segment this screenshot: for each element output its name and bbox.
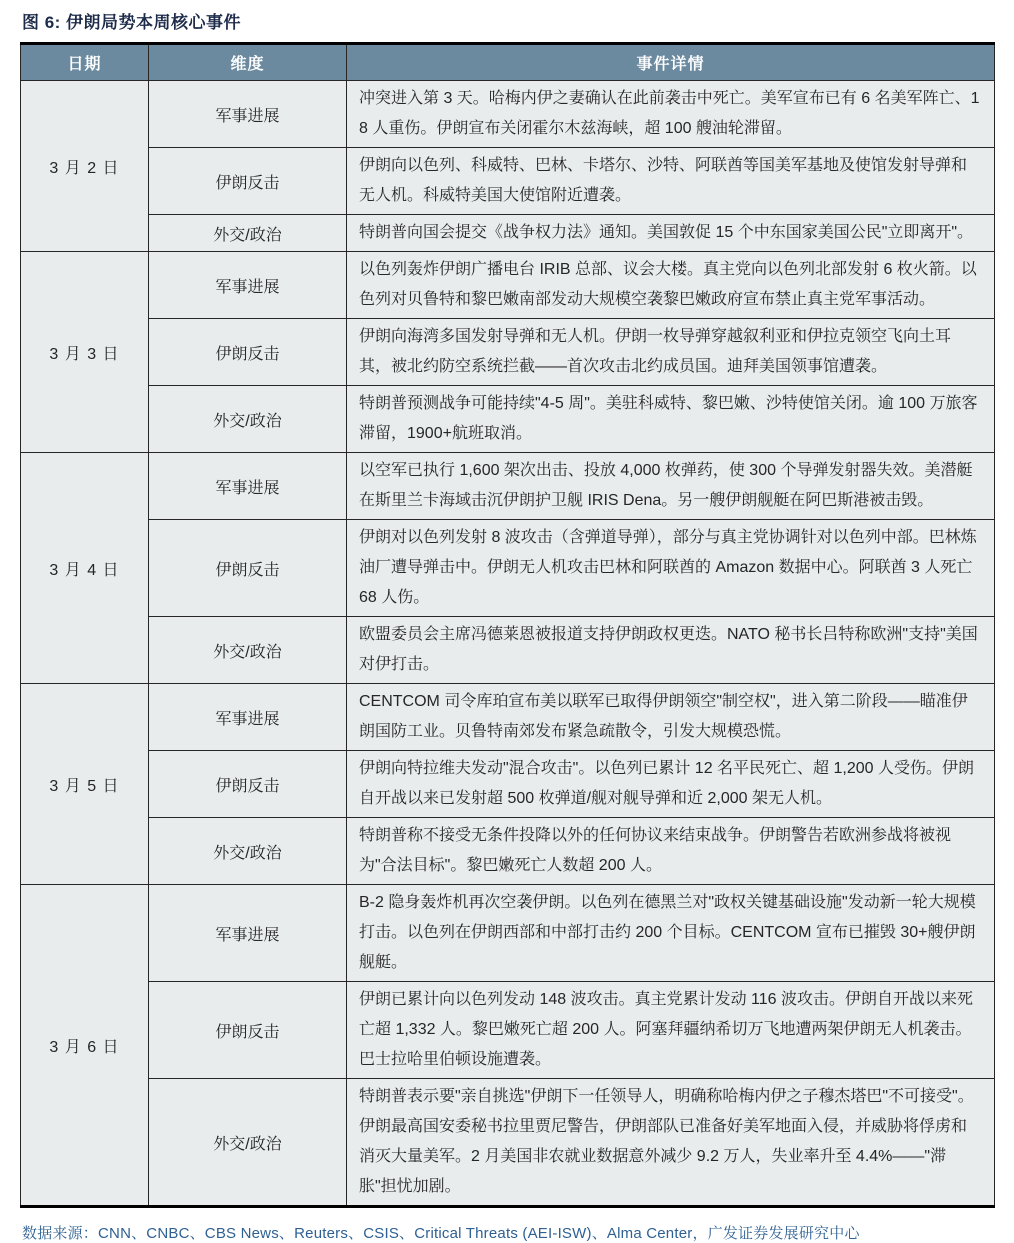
table-row [21, 684, 995, 751]
table-row [21, 319, 995, 386]
date-cell: 3 月 3 日 [21, 252, 149, 453]
header-row [21, 44, 995, 81]
table-row [21, 982, 995, 1079]
event-detail-cell: B-2 隐身轰炸机再次空袭伊朗。以色列在德黑兰对"政权关键基础设施"发动新一轮大规模打击。以色列在伊朗西部和中部打击约 200 个目标。CENTCOM 宣布已摧毁 30+艘伊朗舰艇。 [347, 885, 995, 982]
table-row [21, 148, 995, 215]
dimension-cell: 外交/政治 [149, 1079, 347, 1207]
event-detail-cell: 特朗普称不接受无条件投降以外的任何协议来结束战争。伊朗警告若欧洲参战将被视为"合法目标"。黎巴嫩死亡人数超 200 人。 [347, 818, 995, 885]
table-row [21, 453, 995, 520]
header-dimension: 维度 [149, 44, 347, 81]
dimension-cell: 军事进展 [149, 453, 347, 520]
dimension-cell: 军事进展 [149, 81, 347, 148]
dimension-cell: 伊朗反击 [149, 982, 347, 1079]
event-detail-cell: CENTCOM 司令库珀宣布美以联军已取得伊朗领空"制空权"，进入第二阶段——瞄准伊朗国防工业。贝鲁特南郊发布紧急疏散令，引发大规模恐慌。 [347, 684, 995, 751]
table-row [21, 1079, 995, 1207]
event-detail-cell: 特朗普表示要"亲自挑选"伊朗下一任领导人，明确称哈梅内伊之子穆杰塔巴"不可接受"。伊朗最高国安委秘书拉里贾尼警告，伊朗部队已准备好美军地面入侵，并威胁将俘虏和消灭大量美军。2 月美国非农就业数据意外减少 9.2 万人，失业率升至 4.4%——"滞胀"担忧加剧。 [347, 1079, 995, 1207]
dimension-cell: 外交/政治 [149, 386, 347, 453]
table-row [21, 617, 995, 684]
event-detail-cell: 伊朗向以色列、科威特、巴林、卡塔尔、沙特、阿联酋等国美军基地及使馆发射导弹和无人机。科威特美国大使馆附近遭袭。 [347, 148, 995, 215]
dimension-cell: 外交/政治 [149, 215, 347, 252]
table-row [21, 215, 995, 252]
dimension-cell: 外交/政治 [149, 818, 347, 885]
date-cell: 3 月 4 日 [21, 453, 149, 684]
table-row [21, 885, 995, 982]
event-detail-cell: 伊朗向海湾多国发射导弹和无人机。伊朗一枚导弹穿越叙利亚和伊拉克领空飞向土耳其，被北约防空系统拦截——首次攻击北约成员国。迪拜美国领事馆遭袭。 [347, 319, 995, 386]
dimension-cell: 军事进展 [149, 684, 347, 751]
dimension-cell: 伊朗反击 [149, 148, 347, 215]
table-row [21, 252, 995, 319]
dimension-cell: 伊朗反击 [149, 751, 347, 818]
table-row [21, 751, 995, 818]
data-source-note: 数据来源：CNN、CNBC、CBS News、Reuters、CSIS、Critical Threats (AEI-ISW)、Alma Center，广发证券发展研究中心 [22, 1225, 860, 1242]
date-cell: 3 月 6 日 [21, 885, 149, 1207]
header-date: 日期 [21, 44, 149, 81]
dimension-cell: 伊朗反击 [149, 319, 347, 386]
date-cell: 3 月 2 日 [21, 81, 149, 252]
date-cell: 3 月 5 日 [21, 684, 149, 885]
event-detail-cell: 以空军已执行 1,600 架次出击、投放 4,000 枚弹药，使 300 个导弹发射器失效。美潜艇在斯里兰卡海域击沉伊朗护卫舰 IRIS Dena。另一艘伊朗舰艇在阿巴斯港被击毁。 [347, 453, 995, 520]
figure-title: 图 6: 伊朗局势本周核心事件 [22, 13, 242, 32]
dimension-cell: 伊朗反击 [149, 520, 347, 617]
events-table [20, 42, 995, 1208]
event-detail-cell: 欧盟委员会主席冯德莱恩被报道支持伊朗政权更迭。NATO 秘书长吕特称欧洲"支持"美国对伊打击。 [347, 617, 995, 684]
table-row [21, 81, 995, 148]
dimension-cell: 军事进展 [149, 252, 347, 319]
header-detail: 事件详情 [347, 44, 995, 81]
event-detail-cell: 伊朗对以色列发射 8 波攻击（含弹道导弹），部分与真主党协调针对以色列中部。巴林炼油厂遭导弹击中。伊朗无人机攻击巴林和阿联酋的 Amazon 数据中心。阿联酋 3 人死亡 68 人伤。 [347, 520, 995, 617]
event-detail-cell: 伊朗向特拉维夫发动"混合攻击"。以色列已累计 12 名平民死亡、超 1,200 人受伤。伊朗自开战以来已发射超 500 枚弹道/舰对舰导弹和近 2,000 架无人机。 [347, 751, 995, 818]
table-row [21, 818, 995, 885]
event-detail-cell: 冲突进入第 3 天。哈梅内伊之妻确认在此前袭击中死亡。美军宣布已有 6 名美军阵亡、18 人重伤。伊朗宣布关闭霍尔木兹海峡，超 100 艘油轮滞留。 [347, 81, 995, 148]
event-detail-cell: 特朗普向国会提交《战争权力法》通知。美国敦促 15 个中东国家美国公民"立即离开"。 [347, 215, 995, 252]
table-row [21, 520, 995, 617]
dimension-cell: 军事进展 [149, 885, 347, 982]
event-detail-cell: 伊朗已累计向以色列发动 148 波攻击。真主党累计发动 116 波攻击。伊朗自开战以来死亡超 1,332 人。黎巴嫩死亡超 200 人。阿塞拜疆纳希切万飞地遭两架伊朗无人机袭击。巴士拉哈里伯顿设施遭袭。 [347, 982, 995, 1079]
event-detail-cell: 特朗普预测战争可能持续"4-5 周"。美驻科威特、黎巴嫩、沙特使馆关闭。逾 100 万旅客滞留，1900+航班取消。 [347, 386, 995, 453]
table-row [21, 386, 995, 453]
dimension-cell: 外交/政治 [149, 617, 347, 684]
event-detail-cell: 以色列轰炸伊朗广播电台 IRIB 总部、议会大楼。真主党向以色列北部发射 6 枚火箭。以色列对贝鲁特和黎巴嫩南部发动大规模空袭黎巴嫩政府宣布禁止真主党军事活动。 [347, 252, 995, 319]
